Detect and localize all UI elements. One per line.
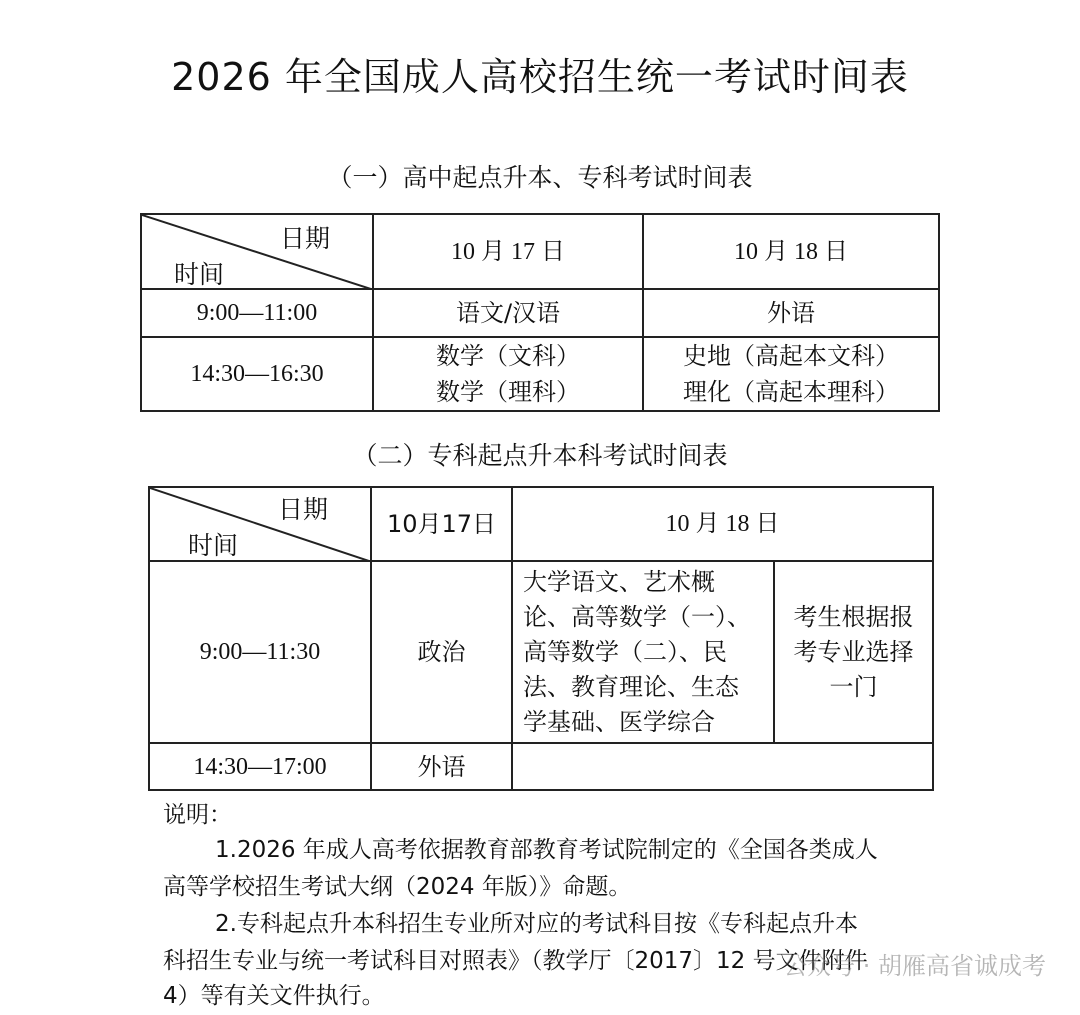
table-row bbox=[149, 561, 933, 743]
subject-line: 学基础、医学综合 bbox=[523, 707, 715, 736]
table-header-row bbox=[141, 214, 939, 289]
subject-line: 史地（高起本文科） bbox=[683, 342, 899, 370]
subject-list-cell bbox=[512, 561, 774, 743]
empty-cell bbox=[512, 743, 933, 790]
time-slot-cell: 14:30—16:30 bbox=[141, 337, 373, 411]
watermark: 公众号 · 胡雁高省诚成考 bbox=[783, 952, 1046, 980]
page-title: 2026 年全国成人高校招生统一考试时间表 bbox=[171, 55, 909, 99]
table1-heading: （一）高中起点升本、专科考试时间表 bbox=[327, 163, 753, 192]
corner-header-cell bbox=[141, 214, 373, 289]
subject-line: 法、教育理论、生态 bbox=[523, 672, 739, 701]
schedule-table-1 bbox=[140, 213, 940, 412]
subject-line: 数学（理科） bbox=[436, 378, 580, 406]
diagonal-divider bbox=[150, 488, 371, 561]
schedule-table-2 bbox=[148, 486, 934, 791]
note-line: 4）等有关文件执行。 bbox=[163, 983, 385, 1009]
subject-cell: 政治 bbox=[371, 561, 512, 743]
notes-heading: 说明： bbox=[163, 802, 232, 828]
date-axis-label: 日期 bbox=[277, 495, 328, 524]
time-slot-cell: 9:00—11:30 bbox=[149, 561, 371, 743]
subject-cell bbox=[373, 337, 643, 411]
time-slot-cell: 14:30—17:00 bbox=[149, 743, 371, 790]
subject-line: 论、高等数学（一）、 bbox=[523, 602, 751, 631]
table-row bbox=[149, 743, 933, 790]
time-axis-label: 时间 bbox=[188, 531, 239, 560]
table-row bbox=[141, 289, 939, 337]
subject-line: 高等数学（二）、民 bbox=[523, 637, 727, 666]
date-header-day1: 10月17日 bbox=[371, 487, 512, 561]
note-line: 一门 bbox=[829, 672, 878, 701]
note-line: 2.专科起点升本科招生专业所对应的考试科目按《专科起点升本 bbox=[215, 911, 858, 937]
subject-line: 理化（高起本理科） bbox=[683, 378, 899, 406]
note-line: 高等学校招生考试大纲（2024 年版）》命题。 bbox=[163, 874, 632, 900]
note-line: 考专业选择 bbox=[793, 637, 914, 666]
date-header-day1: 10 月 17 日 bbox=[373, 214, 643, 289]
date-header-day2: 10 月 18 日 bbox=[643, 214, 939, 289]
subject-line: 数学（文科） bbox=[436, 342, 580, 370]
table-header-row bbox=[149, 487, 933, 561]
time-axis-label: 时间 bbox=[174, 260, 225, 289]
subject-cell: 外语 bbox=[371, 743, 512, 790]
date-header-day2: 10 月 18 日 bbox=[512, 487, 933, 561]
time-slot-cell: 9:00—11:00 bbox=[141, 289, 373, 337]
subject-cell: 语文/汉语 bbox=[373, 289, 643, 337]
table-row bbox=[141, 337, 939, 411]
choice-note-cell bbox=[774, 561, 933, 743]
corner-header-cell bbox=[149, 487, 371, 561]
table2-heading: （二）专科起点升本科考试时间表 bbox=[352, 441, 728, 470]
date-axis-label: 日期 bbox=[279, 224, 330, 253]
subject-cell bbox=[643, 337, 939, 411]
note-line: 科招生专业与统一考试科目对照表》（教学厅〔2017〕12 号文件附件 bbox=[163, 948, 868, 974]
note-line: 1.2026 年成人高考依据教育部教育考试院制定的《全国各类成人 bbox=[215, 837, 878, 863]
subject-cell: 外语 bbox=[643, 289, 939, 337]
note-line: 考生根据报 bbox=[793, 602, 914, 631]
subject-line: 大学语文、艺术概 bbox=[523, 567, 715, 596]
